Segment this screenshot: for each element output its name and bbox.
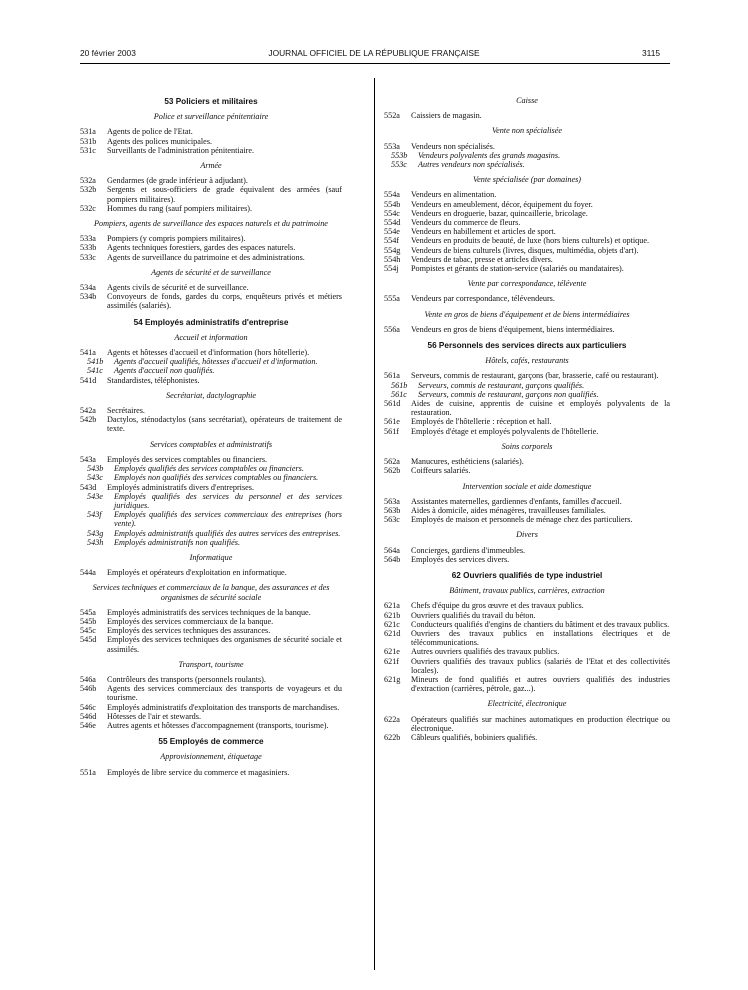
item-text: Chefs d'équipe du gros œuvre et des travaux publics. — [411, 601, 584, 611]
item-code: 562b — [384, 466, 401, 476]
item-code: 554e — [384, 227, 400, 237]
item-code: 541c — [87, 366, 103, 376]
item-text: Convoyeurs de fonds, gardes du corps, enquêteurs privés et métiers assimilés (salariés). — [107, 292, 342, 311]
section-heading: 53 Policiers et militaires — [164, 97, 258, 106]
list-item — [80, 684, 342, 702]
item-code: 554c — [384, 208, 400, 218]
item-text: Autres ouvriers qualifiés des travaux publics. — [411, 647, 560, 657]
item-code: 546e — [80, 720, 96, 730]
subsection-heading: Police et surveillance pénitentiaire — [153, 112, 269, 122]
list-item — [384, 629, 670, 647]
item-text: Aides à domicile, aides ménagères, travailleuses familiales. — [411, 505, 606, 515]
item-code: 553c — [391, 160, 407, 170]
item-text: Vendeurs en alimentation. — [411, 190, 497, 200]
item-text: Vendeurs en habillement et articles de sport. — [411, 227, 556, 237]
subsection-heading: Services techniques et commerciaux de la banque, des assurances et des organismes de sécurité sociale — [92, 583, 330, 602]
list-item — [80, 185, 342, 203]
list-item — [80, 529, 342, 538]
item-code: 546d — [80, 711, 97, 721]
item-code: 546b — [80, 684, 97, 694]
item-code: 621b — [384, 610, 401, 620]
item-code: 556a — [384, 324, 400, 334]
subsection-heading: Accueil et information — [174, 332, 248, 342]
item-text: Caissiers de magasin. — [411, 111, 482, 121]
item-code: 621c — [384, 619, 400, 629]
item-text: Employés et opérateurs d'exploitation en informatique. — [107, 568, 287, 578]
item-text: Vendeurs en droguerie, bazar, quincaillerie, bricolage. — [411, 208, 588, 218]
item-code: 561f — [384, 426, 400, 436]
item-text: Serveurs, commis de restaurant, garçons qualifiés. — [418, 380, 585, 390]
list-item — [384, 515, 670, 524]
item-text: Vendeurs en ameublement, décor, équipement du foyer. — [411, 199, 593, 209]
item-code: 534b — [80, 292, 97, 302]
item-code: 562a — [384, 457, 400, 467]
list-item — [80, 415, 342, 433]
subsection-heading: Divers — [516, 530, 538, 540]
header-rule — [80, 63, 670, 64]
item-code: 542a — [80, 406, 96, 416]
item-code: 561d — [384, 399, 401, 409]
item-text: Standardistes, téléphonistes. — [107, 375, 200, 385]
item-code: 541b — [87, 357, 104, 367]
right-column — [384, 90, 670, 742]
item-text: Employés qualifiés des services du personnel et des services juridiques. — [114, 491, 342, 510]
list-item — [80, 204, 342, 213]
item-text: Employés administratifs d'exploitation des transports de marchandises. — [107, 702, 340, 712]
item-code: 621g — [384, 674, 401, 684]
item-text: Vendeurs par correspondance, télévendeurs. — [411, 294, 555, 304]
list-item — [80, 348, 342, 357]
item-text: Câbleurs qualifiés, bobiniers qualifiés. — [411, 732, 538, 742]
subsection-heading: Bâtiment, travaux publics, carrières, extraction — [449, 586, 605, 596]
item-code: 563b — [384, 505, 401, 515]
item-code: 543d — [80, 482, 97, 492]
list-item — [80, 127, 342, 136]
list-item — [384, 506, 670, 515]
item-text: Employés administratifs qualifiés des autres services des entreprises. — [114, 528, 341, 538]
list-item — [384, 209, 670, 218]
item-text: Employés administratifs non qualifiés. — [114, 537, 240, 547]
list-item — [384, 142, 670, 151]
item-text: Pompiers (y compris pompiers militaires). — [107, 234, 246, 244]
list-item — [80, 675, 342, 684]
page-header — [0, 48, 748, 62]
item-text: Agents des polices municipales. — [107, 136, 213, 146]
list-item — [384, 611, 670, 620]
list-item — [384, 151, 670, 160]
list-item — [384, 264, 670, 273]
list-item — [384, 647, 670, 656]
item-code: 551a — [80, 767, 96, 777]
page-number: 3115 — [642, 48, 661, 58]
list-item — [80, 538, 342, 547]
list-item — [80, 283, 342, 292]
item-text: Vendeurs du commerce de fleurs. — [411, 218, 521, 228]
list-item — [384, 620, 670, 629]
list-item — [80, 464, 342, 473]
item-code: 561a — [384, 371, 400, 381]
section-heading: 55 Employés de commerce — [158, 737, 264, 747]
item-text: Employés des services divers. — [411, 554, 510, 564]
item-text: Employés non qualifiés des services comptables ou financiers. — [114, 473, 319, 483]
list-item — [384, 390, 670, 399]
item-text: Contrôleurs des transports (personnels roulants). — [107, 674, 266, 684]
item-text: Employés administratifs divers d'entreprises. — [107, 482, 254, 492]
item-text: Agents techniques forestiers, gardes des espaces naturels. — [107, 243, 296, 253]
item-code: 546a — [80, 674, 96, 684]
subsection-heading: Electricité, électronique — [487, 699, 567, 709]
section-heading: 62 Ouvriers qualifiés de type industriel — [451, 570, 603, 580]
list-item — [384, 200, 670, 209]
item-code: 554g — [384, 245, 401, 255]
item-text: Employés de maison et personnels de ménage chez des particuliers. — [411, 515, 633, 525]
subsection-heading: Secrétariat, dactylographie — [165, 390, 257, 400]
item-text: Serveurs, commis de restaurant, garçons non qualifiés. — [418, 389, 599, 399]
item-code: 621d — [384, 628, 401, 638]
subsection-heading: Hôtels, cafés, restaurants — [485, 356, 569, 366]
item-text: Vendeurs en gros de biens d'équipement, biens intermédiaires. — [411, 324, 615, 334]
list-item — [80, 473, 342, 482]
list-item — [384, 497, 670, 506]
list-item — [80, 608, 342, 617]
item-text: Hôtesses de l'air et stewards. — [107, 711, 202, 721]
item-code: 533c — [80, 252, 96, 262]
item-text: Vendeurs non spécialisés. — [411, 141, 495, 151]
list-item — [384, 381, 670, 390]
subsection-heading: Pompiers, agents de surveillance des espaces naturels et du patrimoine — [94, 219, 328, 229]
item-text: Employés des services techniques des organismes de sécurité sociale et assimilés. — [107, 635, 342, 654]
item-text: Employés des services commerciaux de la banque. — [107, 616, 274, 626]
list-item — [80, 357, 342, 366]
list-item — [384, 466, 670, 475]
item-text: Vendeurs de biens culturels (livres, disques, multimédia, objets d'art). — [411, 245, 639, 255]
item-text: Autres vendeurs non spécialisés. — [418, 160, 525, 170]
subsection-heading: Transport, tourisme — [178, 659, 244, 669]
list-item — [80, 492, 342, 510]
item-text: Vendeurs polyvalents des grands magasins. — [418, 150, 561, 160]
item-text: Secrétaires. — [107, 406, 145, 416]
subsection-heading: Approvisionnement, étiquetage — [160, 752, 262, 762]
item-text: Employés qualifiés des services comptables ou financiers. — [114, 464, 304, 474]
item-code: 531b — [80, 136, 97, 146]
item-text: Dactylos, sténodactylos (sans secrétariat), opérateurs de traitement de texte. — [107, 415, 342, 434]
list-item — [80, 768, 342, 777]
list-item — [384, 675, 670, 693]
list-item — [384, 457, 670, 466]
item-code: 554b — [384, 199, 401, 209]
item-code: 543h — [87, 537, 104, 547]
item-code: 543c — [87, 473, 103, 483]
item-code: 546c — [80, 702, 96, 712]
item-code: 552a — [384, 111, 400, 121]
subsection-heading: Informatique — [189, 552, 233, 562]
list-item — [384, 733, 670, 742]
list-item — [80, 510, 342, 528]
item-code: 553a — [384, 141, 400, 151]
list-item — [80, 243, 342, 252]
list-item — [80, 234, 342, 243]
item-text: Employés des services comptables ou financiers. — [107, 454, 268, 464]
list-item — [80, 568, 342, 577]
list-item — [80, 137, 342, 146]
item-code: 621a — [384, 601, 400, 611]
item-text: Vendeurs en produits de beauté, de luxe (hors biens culturels) et optique. — [411, 236, 650, 246]
item-code: 554f — [384, 236, 400, 246]
column-divider — [374, 78, 375, 970]
item-code: 532a — [80, 176, 96, 186]
list-item — [384, 160, 670, 169]
item-text: Employés de libre service du commerce et magasiniers. — [107, 767, 290, 777]
item-text: Agents et hôtesses d'accueil et d'information (hors hôtellerie). — [107, 348, 310, 358]
item-code: 531c — [80, 145, 96, 155]
item-text: Surveillants de l'administration pénitentiaire. — [107, 145, 254, 155]
item-text: Hommes du rang (sauf pompiers militaires). — [107, 203, 253, 213]
item-code: 561c — [391, 389, 407, 399]
item-code: 532c — [80, 203, 96, 213]
item-text: Pompistes et gérants de station-service (salariés ou mandataires). — [411, 264, 624, 274]
item-text: Agents de surveillance du patrimoine et des administrations. — [107, 252, 305, 262]
item-text: Agents civils de sécurité et de surveillance. — [107, 283, 249, 293]
list-item — [80, 292, 342, 310]
list-item — [384, 555, 670, 564]
item-code: 563c — [384, 515, 400, 525]
subsection-heading: Caisse — [516, 96, 538, 105]
item-code: 542b — [80, 415, 97, 425]
list-item — [80, 176, 342, 185]
list-item — [80, 146, 342, 155]
item-text: Vendeurs de tabac, presse et articles divers. — [411, 254, 553, 264]
item-code: 543e — [87, 491, 103, 501]
list-item — [384, 190, 670, 199]
list-item — [384, 255, 670, 264]
item-code: 534a — [80, 283, 96, 293]
list-item — [80, 406, 342, 415]
list-item — [80, 617, 342, 626]
item-code: 531a — [80, 127, 96, 137]
item-code: 545b — [80, 616, 97, 626]
item-text: Agents d'accueil qualifiés, hôtesses d'accueil et d'information. — [114, 357, 318, 367]
item-code: 564a — [384, 545, 400, 555]
item-code: 533a — [80, 234, 96, 244]
item-code: 561b — [391, 380, 408, 390]
subsection-heading: Intervention sociale et aide domestique — [462, 481, 592, 491]
item-code: 543g — [87, 528, 104, 538]
item-text: Assistantes maternelles, gardiennes d'enfants, familles d'accueil. — [411, 496, 622, 506]
item-code: 541d — [80, 375, 97, 385]
item-text: Employés des services techniques des assurances. — [107, 626, 271, 636]
item-text: Mineurs de fond qualifiés et autres ouvriers qualifiés des industries d'extraction (carrières, pétrole, gaz...). — [411, 674, 670, 694]
list-item — [384, 294, 670, 303]
list-item — [384, 427, 670, 436]
item-code: 621e — [384, 647, 400, 657]
item-text: Aides de cuisine, apprentis de cuisine et employés polyvalents de la restauration. — [411, 399, 670, 418]
item-code: 553b — [391, 150, 408, 160]
subsection-heading: Vente en gros de biens d'équipement et de biens intermédiaires — [424, 309, 630, 319]
list-item — [80, 483, 342, 492]
item-text: Employés de l'hôtellerie : réception et hall. — [411, 417, 552, 427]
item-code: 561e — [384, 417, 400, 427]
item-text: Ouvriers des travaux publics en installations électriques et de télécommunications. — [411, 628, 670, 648]
item-code: 554d — [384, 218, 401, 228]
item-code: 554j — [384, 264, 399, 274]
item-text: Conducteurs qualifiés d'engins de chantiers du bâtiment et des travaux publics. — [411, 619, 670, 629]
item-text: Gendarmes (de grade inférieur à adjudant). — [107, 176, 248, 186]
list-item — [384, 227, 670, 236]
item-code: 545a — [80, 607, 96, 617]
subsection-heading: Services comptables et administratifs — [149, 439, 273, 449]
item-code: 541a — [80, 348, 96, 358]
list-item — [80, 703, 342, 712]
item-text: Serveurs, commis de restaurant, garçons (bar, brasserie, café ou restaurant). — [411, 371, 659, 381]
list-item — [80, 376, 342, 385]
list-item — [80, 721, 342, 730]
list-item — [384, 325, 670, 334]
item-code: 621f — [384, 656, 400, 666]
item-text: Concierges, gardiens d'immeubles. — [411, 545, 526, 555]
subsection-heading: Soins corporels — [501, 441, 553, 451]
subsection-heading: Vente non spécialisée — [491, 126, 563, 136]
list-item — [80, 366, 342, 375]
section-heading: 54 Employés administratifs d'entreprise — [133, 317, 289, 327]
list-item — [384, 601, 670, 610]
item-code: 554a — [384, 190, 400, 200]
subsection-heading: Vente spécialisée (par domaines) — [473, 175, 581, 185]
item-code: 563a — [384, 496, 400, 506]
list-item — [384, 236, 670, 245]
item-code: 543b — [87, 464, 104, 474]
item-text: Opérateurs qualifiés sur machines automatiques en production électrique ou électronique. — [411, 714, 670, 733]
item-text: Agents de police de l'Etat. — [107, 127, 193, 137]
list-item — [384, 246, 670, 255]
item-code: 622b — [384, 732, 401, 742]
item-text: Employés administratifs des services techniques de la banque. — [107, 607, 311, 617]
list-item — [384, 417, 670, 426]
item-code: 545d — [80, 635, 97, 645]
item-code: 555a — [384, 294, 400, 304]
item-code: 544a — [80, 568, 96, 578]
item-text: Agents d'accueil non qualifiés. — [114, 366, 215, 376]
subsection-heading: Vente par correspondance, télévente — [467, 279, 587, 289]
item-text: Ouvriers qualifiés du travail du béton. — [411, 610, 536, 620]
item-text: Agents des services commerciaux des transports de voyageurs et du tourisme. — [107, 684, 342, 703]
subsection-heading: Armée — [200, 161, 222, 171]
item-text: Employés qualifiés des services commerciaux des entreprises (hors vente). — [114, 510, 342, 529]
list-item — [384, 371, 670, 380]
item-text: Coiffeurs salariés. — [411, 466, 471, 476]
subsection-heading: Agents de sécurité et de surveillance — [151, 267, 271, 277]
list-item — [80, 712, 342, 721]
item-text: Employés d'étage et employés polyvalents de l'hôtellerie. — [411, 426, 599, 436]
list-item — [384, 715, 670, 733]
item-code: 554h — [384, 254, 401, 264]
item-text: Autres agents et hôtesses d'accompagnement (transports, tourisme). — [107, 720, 329, 730]
list-item — [80, 253, 342, 262]
item-text: Manucures, esthéticiens (salariés). — [411, 457, 524, 467]
item-code: 545c — [80, 626, 96, 636]
section-heading: 56 Personnels des services directs aux particuliers — [427, 341, 627, 351]
item-code: 543a — [80, 454, 96, 464]
list-item — [384, 218, 670, 227]
list-item — [384, 546, 670, 555]
item-code: 622a — [384, 714, 400, 724]
item-code: 543f — [87, 510, 102, 520]
list-item — [80, 455, 342, 464]
list-item — [80, 626, 342, 635]
item-code: 532b — [80, 185, 97, 195]
list-item — [80, 635, 342, 653]
item-code: 564b — [384, 554, 401, 564]
left-column — [80, 90, 342, 777]
item-text: Sergents et sous-officiers de grade équivalent des armées (sauf pompiers militaires). — [107, 185, 342, 204]
header-title: JOURNAL OFFICIEL DE LA RÉPUBLIQUE FRANÇAISE — [268, 48, 480, 58]
list-item — [384, 399, 670, 417]
header-date: 20 février 2003 — [80, 48, 136, 58]
item-code: 533b — [80, 243, 97, 253]
item-text: Ouvriers qualifiés des travaux publics (salariés de l'Etat et des collectivités locales). — [411, 656, 670, 675]
list-item — [384, 657, 670, 675]
list-item — [384, 111, 670, 120]
